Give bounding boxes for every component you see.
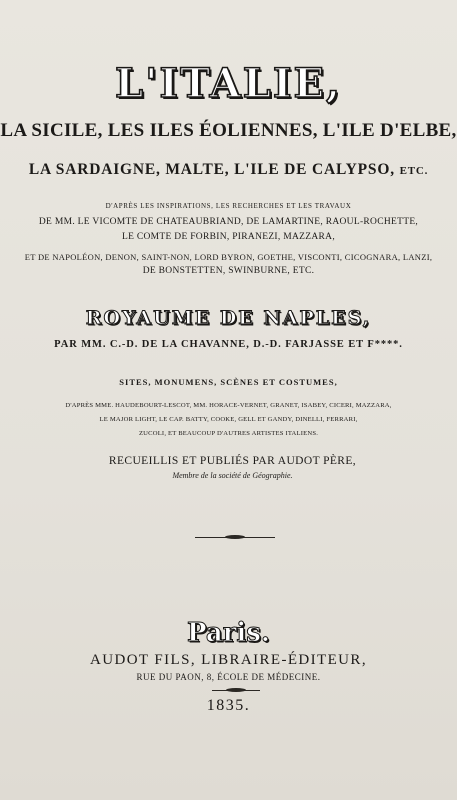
sources-line-1: DE MM. LE VICOMTE DE CHATEAUBRIAND, DE LAMARTINE, RAOUL-ROCHETTE,	[38, 217, 419, 227]
sources-intro: D'APRÈS LES INSPIRATIONS, LES RECHERCHES ET LES TRAVAUX	[105, 202, 352, 210]
artists-line-2: LE MAJOR LIGHT, LE CAP. BATTY, COOKE, GELL ET GANDY, DINELLI, FERRARI,	[99, 416, 358, 423]
subtitle-etc: ETC.	[399, 165, 429, 177]
sources-line-4: DE BONSTETTEN, SWINBURNE, ETC.	[142, 266, 315, 276]
collected-by-note: Membre de la société de Géographie.	[172, 471, 293, 480]
collected-by: RECUEILLIS ET PUBLIÉS PAR AUDOT PÈRE,	[108, 455, 357, 467]
publication-year: 1835.	[206, 697, 251, 714]
authors-line: PAR MM. C.-D. DE LA CHAVANNE, D.-D. FARJASSE ET F****.	[54, 339, 403, 350]
imprint-city: Paris.	[187, 618, 270, 648]
imprint-rule	[212, 690, 260, 691]
subtitle-line-1: LA SICILE, LES ILES ÉOLIENNES, L'ILE D'ELBE,	[0, 120, 457, 141]
publisher-name: AUDOT FILS, LIBRAIRE-ÉDITEUR,	[90, 652, 367, 668]
ornamental-rule	[195, 537, 275, 538]
artists-line-3: ZUCOLI, ET BEAUCOUP D'AUTRES ARTISTES ITALIENS.	[138, 430, 319, 437]
book-title: L'ITALIE,	[115, 60, 342, 107]
sources-line-2: LE COMTE DE FORBIN, PIRANEZI, MAZZARA,	[121, 232, 335, 242]
artists-line-1: D'APRÈS MME. HAUDEBOURT-LESCOT, MM. HORACE-VERNET, GRANET, ISABEY, CICERI, MAZZARA,	[65, 402, 392, 409]
sources-line-3: ET DE NAPOLÉON, DENON, SAINT-NON, LORD BYRON, GOETHE, VISCONTI, CICOGNARA, LANZI,	[24, 252, 433, 262]
subtitle-line-2-text: LA SARDAIGNE, MALTE, L'ILE DE CALYPSO,	[28, 161, 395, 178]
publisher-address: RUE DU PAON, 8, ÉCOLE DE MÉDECINE.	[136, 672, 321, 682]
volume-title: ROYAUME DE NAPLES,	[85, 307, 372, 329]
subtitle-line-2	[0, 161, 457, 179]
illustrations-title: SITES, MONUMENS, SCÈNES ET COSTUMES,	[119, 377, 338, 387]
